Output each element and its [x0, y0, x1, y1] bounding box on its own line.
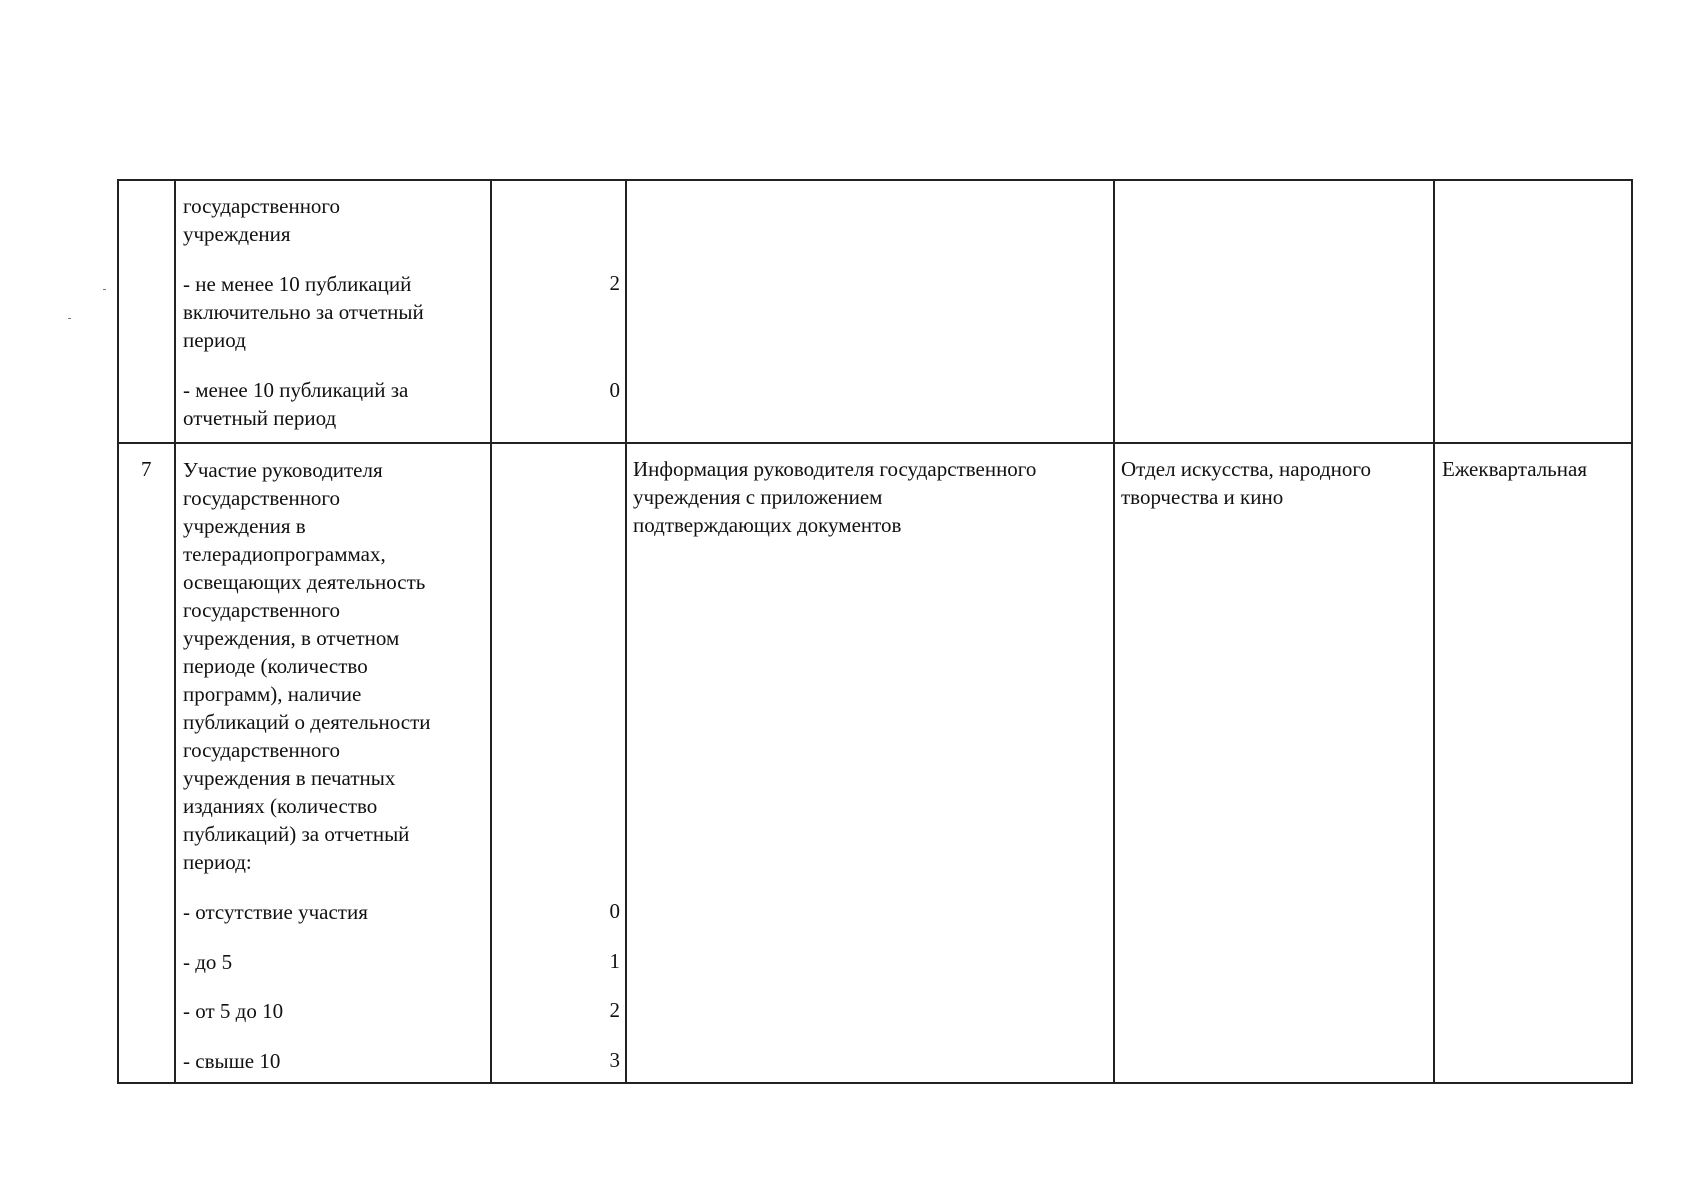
indicator-text-line: государственного: [183, 738, 341, 762]
responsible-text-line: Отдел искусства, народного: [1121, 457, 1372, 481]
indicator-text-line: Участие руководителя: [183, 458, 383, 482]
indicator-text-line: публикаций) за отчетный: [183, 822, 410, 846]
criterion-text-line: отчетный период: [183, 406, 337, 430]
indicator-text-line: программ), наличие: [183, 682, 362, 706]
col-border-left: [117, 179, 119, 1084]
col-border-number: [174, 179, 176, 1084]
col-border-indicator: [490, 179, 492, 1084]
indicator-text-line: государственного: [183, 194, 341, 218]
indicator-text-line: учреждения в: [183, 514, 306, 538]
col-border-responsible: [1433, 179, 1435, 1084]
criterion-label: - свыше 10: [183, 1049, 281, 1073]
indicator-text-line: период:: [183, 850, 252, 874]
indicator-text-line: учреждения в печатных: [183, 766, 396, 790]
criterion-label: - от 5 до 10: [183, 999, 284, 1023]
row-divider: [117, 442, 1633, 444]
criterion-label: - до 5: [183, 950, 233, 974]
responsible-text-line: творчества и кино: [1121, 485, 1284, 509]
indicator-text-line: изданиях (количество: [183, 794, 378, 818]
criterion-score: 1: [609, 949, 620, 973]
indicator-text-line: государственного: [183, 486, 341, 510]
criterion-score: 2: [609, 271, 620, 295]
criterion-text-line: включительно за отчетный: [183, 300, 424, 324]
indicator-text-line: освещающих деятельность: [183, 570, 426, 594]
indicator-text-line: учреждения, в отчетном: [183, 626, 400, 650]
col-border-score: [625, 179, 627, 1084]
criterion-score: 3: [609, 1048, 620, 1072]
criterion-score: 2: [609, 998, 620, 1022]
col-border-source: [1113, 179, 1115, 1084]
indicator-text-line: учреждения: [183, 222, 291, 246]
indicator-text-line: периоде (количество: [183, 654, 368, 678]
scan-speck: [68, 318, 71, 319]
indicator-text-line: государственного: [183, 598, 341, 622]
indicator-text-line: телерадиопрограммах,: [183, 542, 386, 566]
source-text-line: учреждения с приложением: [633, 485, 883, 509]
criterion-text-line: - менее 10 публикаций за: [183, 378, 409, 402]
criterion-text-line: период: [183, 328, 246, 352]
criterion-score: 0: [609, 899, 620, 923]
table-bottom-border: [117, 1082, 1633, 1084]
criterion-label: - отсутствие участия: [183, 900, 368, 924]
scan-speck: [103, 289, 106, 290]
source-text-line: Информация руководителя государственного: [633, 457, 1037, 481]
indicator-text-line: публикаций о деятельности: [183, 710, 431, 734]
periodicity-text: Ежеквартальная: [1442, 457, 1587, 481]
table-top-border: [117, 179, 1633, 181]
col-border-right: [1631, 179, 1633, 1084]
source-text-line: подтверждающих документов: [633, 513, 902, 537]
row-number: 7: [141, 457, 152, 481]
criterion-score: 0: [609, 378, 620, 402]
criterion-text-line: - не менее 10 публикаций: [183, 272, 412, 296]
